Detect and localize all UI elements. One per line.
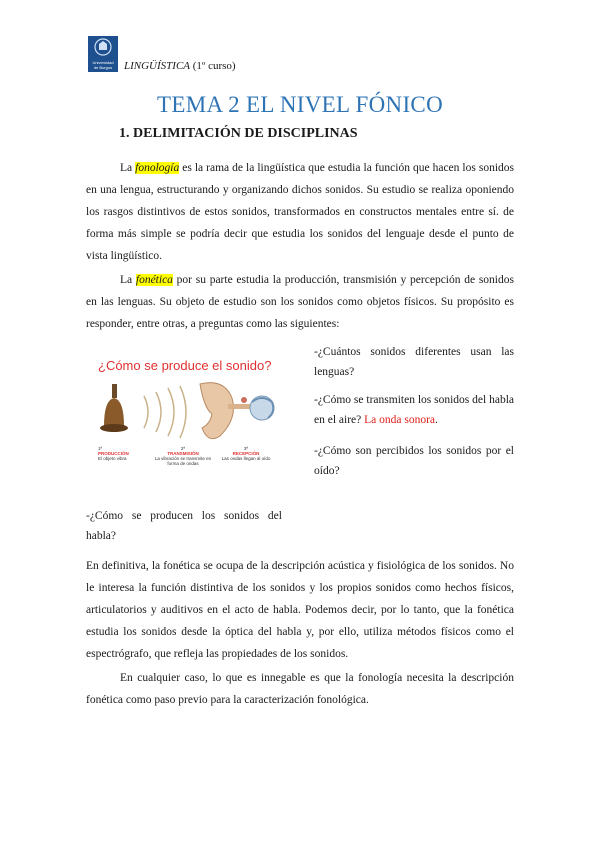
sound-waves-icon [144, 386, 186, 438]
highlight-fonologia: fonología [135, 162, 180, 174]
para1-post: es la rama de la lingüística que estudia la función que hacen los sonidos en una lengua, estructurando y organizando dichos sonidos. Su estudio se realiza oponiendo los rasgos distintivos de estos sonidos, transformados en constructos mentales entre sí. de forma más simple se podría decir que estudia los sonidos del lenguaje desde el punto de vista lingüístico. [86, 162, 514, 262]
step1-number: 1ª [98, 446, 103, 451]
question-2-answer: La onda sonora [364, 414, 436, 426]
para4-text: En cualquier caso, lo que es innegable es que la fonología necesita la descripción fonética como paso previo para la caracterización fonológica. [86, 672, 514, 706]
logo-text: Universidad de Burgos [92, 60, 114, 70]
page-title: TEMA 2 EL NIVEL FÓNICO [157, 92, 443, 117]
step-reception [216, 446, 276, 461]
question-3: -¿Cómo son percibidos los sonidos por el oído? [314, 445, 514, 477]
step3-label: RECEPCIÓN [232, 451, 260, 456]
para2-post: por su parte estudia la producción, transmisión y percepción de sonidos en las lenguas. Su objeto de estudio son los sonidos como objetos físicos. Su propósito es responder, entre otras, a preguntas como las siguientes: [86, 274, 514, 330]
bell-icon [100, 384, 128, 432]
step-production [98, 446, 148, 461]
sound-production-figure [92, 352, 290, 492]
step3-number: 3ª [243, 446, 249, 451]
highlight-fonetica: fonética [135, 274, 173, 286]
step2-number: 2ª [180, 446, 186, 451]
question-2-text: -¿Cómo se transmiten los sonidos del habla en el aire? [314, 394, 514, 426]
question-1: -¿Cuántos sonidos diferentes usan las lenguas? [314, 346, 514, 378]
step1-desc: El objeto vibra [98, 456, 127, 461]
figure-title: ¿Cómo se produce el sonido? [98, 358, 272, 373]
course-header [124, 60, 236, 72]
step-transmission [152, 446, 214, 466]
step2-label: TRANSMISIÓN [167, 451, 199, 456]
step1-label: PRODUCCIÓN [98, 451, 129, 456]
university-logo [88, 36, 118, 72]
paragraph-fonologia [86, 157, 514, 267]
paragraph-final [86, 667, 514, 711]
question-4: -¿Cómo se producen los sonidos del habla? [86, 510, 282, 542]
para1-pre: La [120, 162, 136, 174]
step3-desc: Las ondas llegan al oído [221, 456, 271, 461]
paragraph-fonetica [86, 269, 514, 335]
question-2 [314, 390, 514, 430]
section-title: 1. DELIMITACIÓN DE DISCIPLINAS [119, 126, 358, 141]
para2-pre: La [120, 274, 136, 286]
paragraph-conclusion: En definitiva, la fonética se ocupa de la descripción acústica y fisiológica de los sonidos. No le interesa la función distintiva de los sonidos y los propios sonidos como hechos físicos, articulatorios y auditivos en el acto de habla. Podemos decir, por lo tanto, que la fonética estudia los sonidos desde la óptica del habla y, por ello, utiliza métodos físicos como el espectrógrafo, que refleja las propiedades de los sonidos. [86, 560, 514, 660]
step2-desc: La vibración se transmite en forma de ondas [154, 456, 212, 466]
crest-icon [88, 36, 118, 60]
course-title: LINGÜÍSTICA [124, 60, 191, 72]
ear-anatomy-icon [200, 383, 274, 439]
course-suffix: (1º curso) [190, 60, 236, 72]
question-2-end: . [435, 414, 438, 426]
